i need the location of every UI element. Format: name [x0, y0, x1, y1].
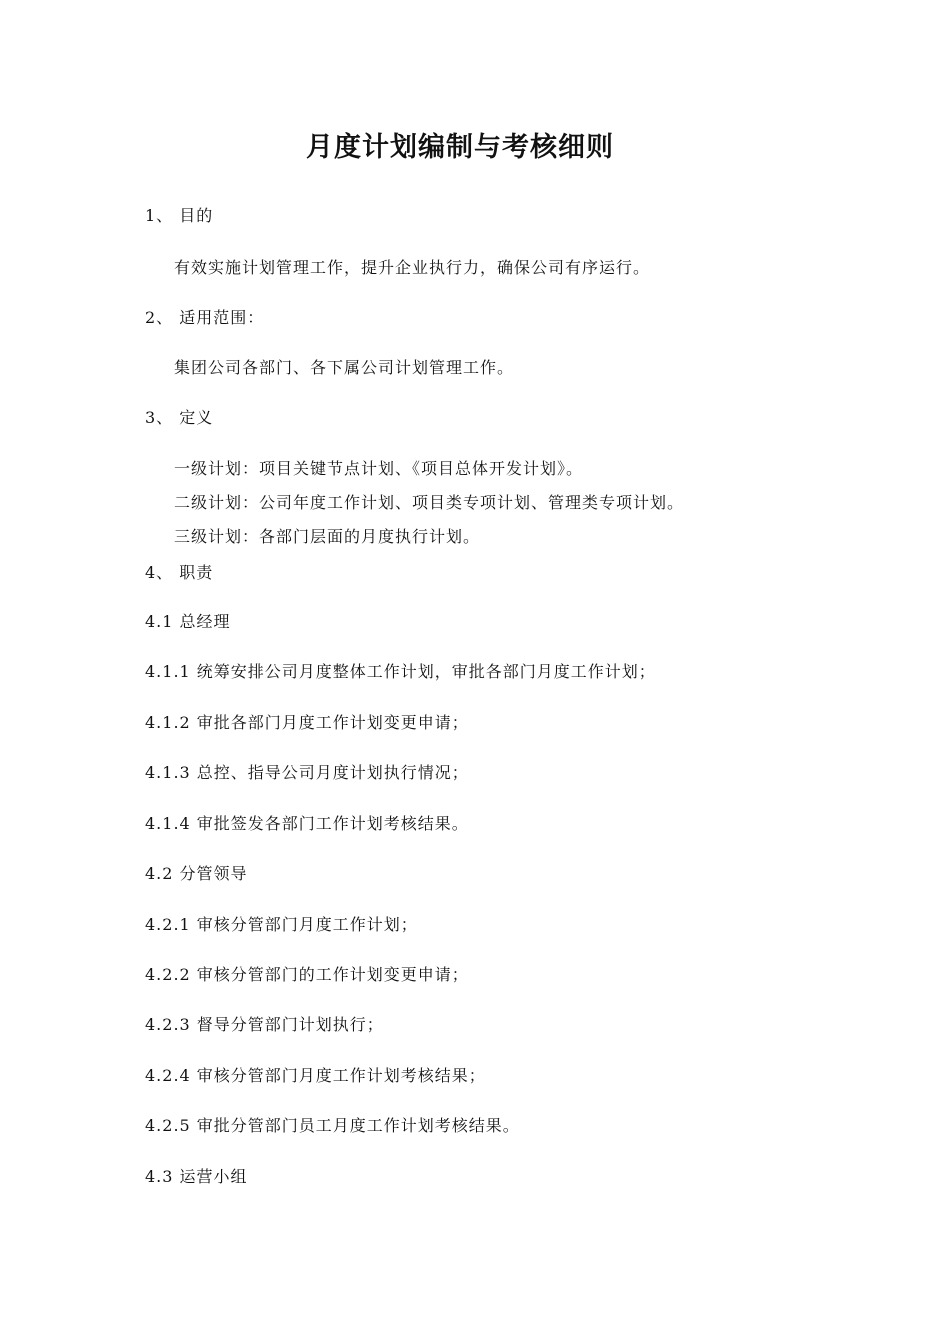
document-title: 月度计划编制与考核细则 [306, 132, 614, 163]
definition-level-3: 三级计划：各部门层面的月度执行计划。 [174, 527, 481, 546]
section-heading-duties: 4、 职责 [145, 563, 214, 582]
list-item: 4.2.3 督导分管部门计划执行； [145, 1015, 384, 1034]
list-item: 4.1.2 审批各部门月度工作计划变更申请； [145, 713, 469, 732]
list-item: 4.2.1 审核分管部门月度工作计划； [145, 915, 418, 934]
list-item: 4.1.4 审批签发各部门工作计划考核结果。 [145, 814, 469, 833]
paragraph-scope: 集团公司各部门、各下属公司计划管理工作。 [174, 358, 515, 377]
list-item: 4.2.5 审批分管部门员工月度工作计划考核结果。 [145, 1116, 520, 1135]
list-item: 4.2.4 审核分管部门月度工作计划考核结果； [145, 1066, 486, 1085]
paragraph-purpose: 有效实施计划管理工作，提升企业执行力，确保公司有序运行。 [174, 258, 651, 277]
definition-level-1: 一级计划：项目关键节点计划、《项目总体开发计划》。 [174, 459, 584, 478]
definition-level-2: 二级计划：公司年度工作计划、项目类专项计划、管理类专项计划。 [174, 493, 685, 512]
subsection-heading-ops: 4.3 运营小组 [145, 1167, 248, 1186]
list-item: 4.2.2 审核分管部门的工作计划变更申请； [145, 965, 469, 984]
subsection-heading-gm: 4.1 总经理 [145, 612, 231, 631]
section-heading-definition: 3、 定义 [145, 408, 214, 427]
list-item: 4.1.1 统筹安排公司月度整体工作计划，审批各部门月度工作计划； [145, 662, 656, 681]
subsection-heading-leader: 4.2 分管领导 [145, 864, 248, 883]
section-heading-scope: 2、 适用范围： [145, 308, 265, 327]
section-heading-purpose: 1、 目的 [145, 206, 214, 225]
list-item: 4.1.3 总控、指导公司月度计划执行情况； [145, 763, 469, 782]
